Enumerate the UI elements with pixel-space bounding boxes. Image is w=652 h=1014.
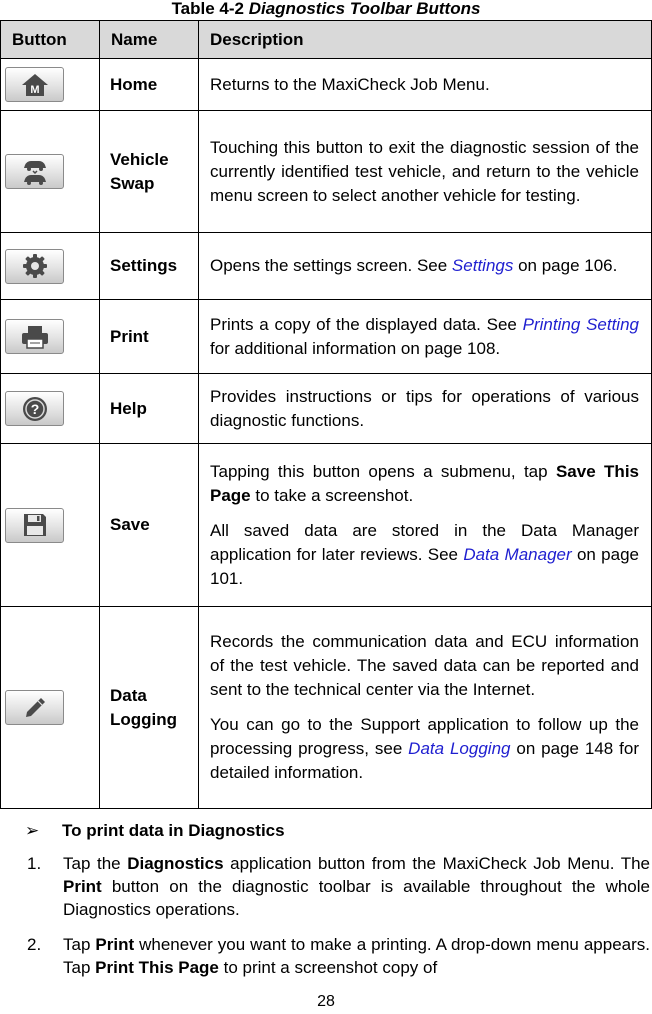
printer-icon bbox=[20, 324, 50, 350]
row-name: Vehicle Swap bbox=[100, 111, 199, 233]
print-button-image bbox=[5, 319, 64, 354]
table-row bbox=[1, 444, 652, 607]
row-description: Records the communication data and ECU information of the test vehicle. The saved data can be reported and sent to the technical center via the Internet. You can go to the Support application to follow up the processing progress, see Data Logging on page 148 for detailed information. bbox=[199, 607, 652, 809]
home-button-image bbox=[5, 67, 64, 102]
data-logging-link[interactable]: Data Logging bbox=[408, 739, 511, 758]
page-number: 28 bbox=[317, 993, 335, 1010]
table-row bbox=[1, 59, 652, 111]
svg-text:?: ? bbox=[30, 400, 39, 417]
row-name: Settings bbox=[100, 233, 199, 300]
row-description: Touching this button to exit the diagnostic session of the currently identified test vehicle, and return to the vehicle menu screen to select another vehicle for testing. bbox=[199, 111, 652, 233]
help-icon bbox=[21, 395, 49, 423]
vehicle-swap-icon bbox=[20, 158, 50, 186]
header-description: Description bbox=[199, 21, 652, 59]
caption-prefix: Table 4-2 bbox=[171, 0, 249, 18]
settings-link[interactable]: Settings bbox=[451, 256, 514, 275]
table-row bbox=[1, 374, 652, 444]
settings-button-image bbox=[5, 249, 64, 284]
gear-icon bbox=[21, 252, 49, 280]
table-caption bbox=[0, 0, 652, 18]
row-name: Save bbox=[100, 444, 199, 607]
help-button-image bbox=[5, 391, 64, 426]
table-row bbox=[1, 233, 652, 300]
row-description: Opens the settings screen. See Settings on page 106. bbox=[199, 233, 652, 300]
header-name: Name bbox=[100, 21, 199, 59]
table-row bbox=[1, 111, 652, 233]
row-name: Help bbox=[100, 374, 199, 444]
section-heading bbox=[25, 820, 285, 842]
step-number: 2. bbox=[27, 935, 42, 954]
section-title: To print data in Diagnostics bbox=[62, 821, 285, 840]
table-row bbox=[1, 607, 652, 809]
home-m-icon bbox=[20, 72, 50, 98]
pencil-icon bbox=[21, 694, 49, 722]
step-item: 1. Tap the Diagnostics application button from the MaxiCheck Job Menu. The Print button on the diagnostic toolbar is available throughout the whole Diagnostics operations. bbox=[27, 854, 650, 919]
caption-title: Diagnostics Toolbar Buttons bbox=[248, 0, 481, 18]
header-button: Button bbox=[1, 21, 100, 59]
row-description: Provides instructions or tips for operations of various diagnostic functions. bbox=[199, 374, 652, 444]
data-manager-link[interactable]: Data Manager bbox=[463, 544, 572, 564]
data-logging-button-image bbox=[5, 690, 64, 725]
row-name: Home bbox=[100, 59, 199, 111]
table-row bbox=[1, 300, 652, 374]
table-header-row bbox=[1, 21, 652, 59]
arrow-bullet-icon: ➢ bbox=[25, 821, 40, 840]
vehicle-swap-button-image bbox=[5, 154, 64, 189]
printing-setting-link[interactable]: Printing Setting bbox=[522, 314, 639, 334]
floppy-disk-icon bbox=[22, 512, 48, 538]
step-item: 2. Tap Print whenever you want to make a printing. A drop-down menu appears. Tap Print This Page to print a screenshot copy of bbox=[27, 935, 650, 977]
row-description: Returns to the MaxiCheck Job Menu. bbox=[199, 59, 652, 111]
step-number: 1. bbox=[27, 854, 42, 873]
row-name: Data Logging bbox=[100, 607, 199, 809]
row-description: Prints a copy of the displayed data. See Printing Setting for additional information on page 108. bbox=[199, 300, 652, 374]
save-button-image bbox=[5, 508, 64, 543]
svg-text:M: M bbox=[29, 83, 40, 96]
row-name: Print bbox=[100, 300, 199, 374]
diagnostics-toolbar-table bbox=[0, 20, 652, 809]
row-description: Tapping this button opens a submenu, tap Save This Page to take a screenshot. All saved data are stored in the Data Manager application for later reviews. See Data Manager on page 101. bbox=[199, 444, 652, 607]
